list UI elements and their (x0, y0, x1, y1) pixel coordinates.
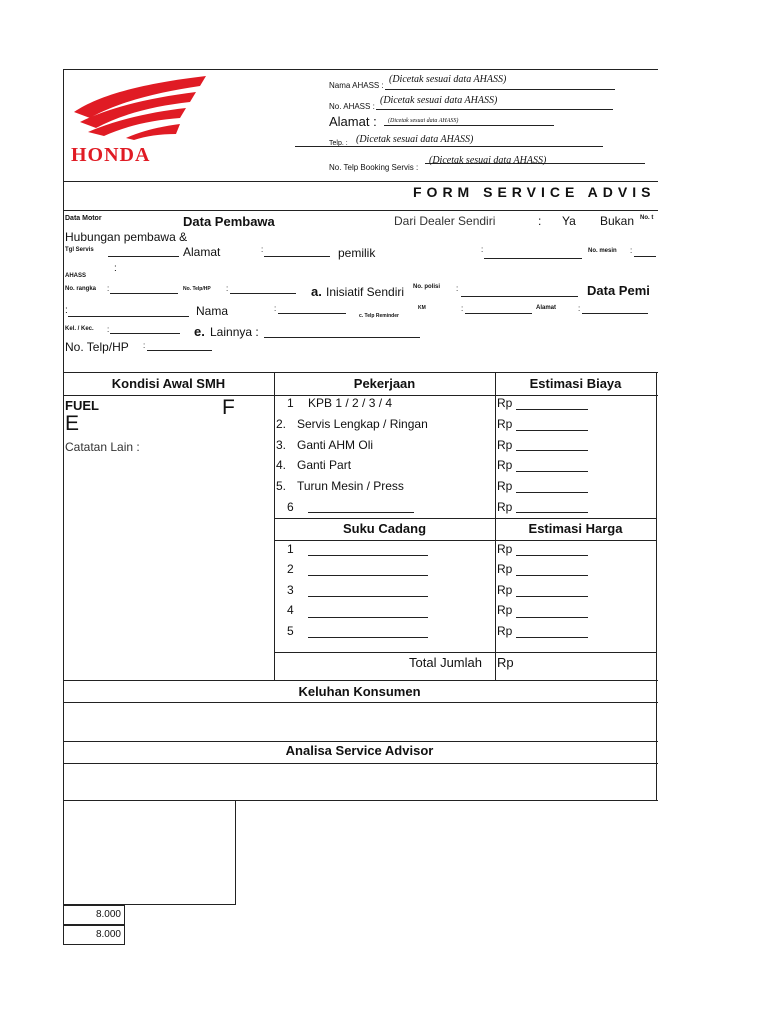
suku-field[interactable] (308, 637, 428, 638)
signature-box (63, 800, 236, 905)
pekerjaan-label[interactable]: Ganti Part (297, 458, 352, 472)
rp-label: Rp (497, 603, 513, 617)
data-motor-label: Data Motor (65, 215, 102, 222)
fuel-empty-marker: E (65, 412, 80, 435)
suku-field[interactable] (308, 617, 428, 618)
keluhan-header: Keluhan Konsumen (298, 684, 421, 699)
honda-brand-text: HONDA (71, 144, 151, 166)
no-ahass-value: (Dicetak sesuai data AHASS) (380, 95, 498, 106)
header-divider (63, 181, 658, 182)
suku-num: 5 (287, 624, 294, 638)
analisa-textarea[interactable] (64, 764, 656, 799)
telp-reminder-label: c. Telp Reminder (359, 313, 399, 319)
pekerjaan-label[interactable]: Ganti AHM Oli (297, 438, 374, 452)
kel-kec-field[interactable] (110, 333, 180, 334)
keluhan-textarea[interactable] (64, 703, 656, 740)
pekerjaan-num: 6 (287, 500, 294, 514)
ya-option[interactable]: Ya (562, 214, 576, 228)
amount-cell: 8.000 (63, 925, 125, 945)
catatan-label: Catatan Lain : (65, 440, 140, 454)
estimasi-harga-header: Estimasi Harga (528, 521, 623, 536)
suku-field[interactable] (308, 555, 428, 556)
data-pembawa-label: Data Pembawa (183, 214, 275, 229)
lainnya-field[interactable] (264, 337, 420, 338)
colon: : (107, 284, 110, 293)
amount-cell: 8.000 (63, 905, 125, 925)
kondisi-header: Kondisi Awal SMH (111, 376, 226, 391)
dari-dealer-label: Dari Dealer Sendiri (394, 214, 496, 228)
colon: : (226, 284, 229, 293)
suku-num: 1 (287, 542, 294, 556)
rp-label: Rp (497, 396, 513, 410)
pekerjaan-num: 4. (276, 458, 287, 472)
analisa-top-border (63, 741, 658, 742)
alamat-pembawa-field[interactable] (264, 256, 330, 257)
colon: : (143, 341, 146, 350)
rp-label: Rp (497, 624, 513, 638)
biaya-field[interactable] (516, 430, 588, 431)
nama-field[interactable] (278, 313, 346, 314)
colon: : (481, 245, 484, 254)
tgl-servis-field[interactable] (108, 256, 179, 257)
biaya-field[interactable] (516, 409, 588, 410)
pekerjaan-other-field[interactable] (308, 512, 414, 513)
harga-field[interactable] (516, 637, 588, 638)
nama-label: Nama (196, 304, 229, 318)
colon: : (107, 325, 110, 334)
colon: : (261, 245, 264, 254)
suku-field[interactable] (308, 596, 428, 597)
colon: : (630, 246, 633, 255)
colon: : (538, 214, 542, 228)
kel-kec-label: Kel. / Kec. (65, 326, 94, 332)
fuel-label: FUEL (65, 398, 99, 413)
pekerjaan-label[interactable]: KPB 1 / 2 / 3 / 4 (308, 396, 393, 410)
data-pemilik-label: Data Pemi (587, 283, 650, 298)
biaya-field[interactable] (516, 512, 588, 513)
rp-label: Rp (497, 500, 513, 514)
suku-field[interactable] (308, 575, 428, 576)
honda-logo (68, 74, 213, 166)
suku-num: 2 (287, 562, 294, 576)
no-telp-hp-field[interactable] (230, 293, 296, 294)
booking-label: No. Telp Booking Servis : (329, 163, 419, 172)
option-e-label: e. (194, 324, 205, 339)
bukan-option[interactable]: Bukan (600, 214, 635, 228)
no-mesin-field[interactable] (634, 256, 656, 257)
alamat-pemilik-field[interactable] (582, 313, 648, 314)
total-rp-label: Rp (497, 655, 514, 670)
suku-num: 3 (287, 583, 294, 597)
fuel-full-marker: F (222, 396, 235, 419)
alamat-pemilik-label: Alamat (536, 305, 557, 311)
booking-value: (Dicetak sesuai data AHASS) (429, 155, 547, 166)
rp-label: Rp (497, 438, 513, 452)
pekerjaan-num: 3. (276, 438, 287, 452)
no-mesin-label: No. mesin (588, 248, 617, 254)
km-label: KM (418, 305, 426, 311)
colon: : (461, 304, 464, 313)
biaya-field[interactable] (516, 492, 588, 493)
rp-label: Rp (497, 542, 513, 556)
telp-value: (Dicetak sesuai data AHASS) (356, 134, 474, 145)
colon: : (578, 304, 581, 313)
km-field[interactable] (465, 313, 532, 314)
nama-ahass-value: (Dicetak sesuai data AHASS) (389, 74, 507, 85)
tgl-servis-label: Tgl Servis (65, 247, 94, 253)
pekerjaan-num: 5. (276, 479, 287, 493)
no-telp-hp-small-label: No. Telp/HP (183, 286, 211, 292)
no-rangka-label: No. rangka (65, 286, 97, 292)
lainnya-label[interactable]: Lainnya : (210, 325, 259, 339)
table-right-border (656, 372, 657, 800)
analisa-header: Analisa Service Advisor (285, 743, 434, 758)
colon: : (274, 304, 277, 313)
suku-top-border (274, 518, 656, 519)
colon: : (114, 263, 117, 274)
kel-field[interactable] (68, 316, 189, 317)
pemilik-label: pemilik (338, 246, 376, 260)
alamat-pembawa-label: Alamat (183, 245, 221, 259)
hubungan-field[interactable] (484, 258, 582, 259)
no-truncated-label: No. t (640, 215, 654, 221)
rp-label: Rp (497, 458, 513, 472)
rp-label: Rp (497, 583, 513, 597)
total-divider (274, 652, 656, 653)
suku-num: 4 (287, 603, 294, 617)
inisiatif-label[interactable]: Inisiatif Sendiri (326, 285, 405, 299)
rp-label: Rp (497, 562, 513, 576)
no-rangka-field[interactable] (110, 293, 178, 294)
no-polisi-label: No. polisi (413, 284, 440, 290)
no-telp-hp-pemilik-field[interactable] (147, 350, 212, 351)
pekerjaan-header: Pekerjaan (353, 376, 416, 391)
alamat-label: Alamat : (329, 114, 377, 129)
harga-field[interactable] (516, 555, 588, 556)
biaya-field[interactable] (516, 471, 588, 472)
nama-ahass-label: Nama AHASS : (329, 81, 384, 90)
no-ahass-label: No. AHASS : (329, 102, 375, 111)
pekerjaan-num: 2. (276, 417, 287, 431)
pekerjaan-num: 1 (287, 396, 294, 410)
pekerjaan-label[interactable]: Servis Lengkap / Ringan (297, 417, 428, 431)
suku-header: Suku Cadang (342, 521, 427, 536)
harga-field[interactable] (516, 575, 588, 576)
harga-field[interactable] (516, 596, 588, 597)
alamat-value: (Dicetak sesuai data AHASS) (388, 118, 459, 124)
table-top-border (63, 372, 658, 373)
pekerjaan-label[interactable]: Turun Mesin / Press (297, 479, 404, 493)
form-title: FORM SERVICE ADVIS (413, 184, 656, 200)
no-telp-hp-label: No. Telp/HP (65, 340, 129, 354)
harga-field[interactable] (516, 617, 588, 618)
suku-header-divider (274, 540, 656, 541)
option-a-label: a. (311, 284, 322, 299)
ahass-label: AHASS (65, 273, 87, 279)
frame-top-border (63, 69, 658, 70)
colon: : (456, 284, 459, 293)
total-label: Total Jumlah (409, 655, 482, 670)
rp-label: Rp (497, 417, 513, 431)
keluhan-top-border (63, 680, 658, 681)
estimasi-biaya-header: Estimasi Biaya (529, 376, 622, 391)
title-divider (63, 210, 658, 211)
hubungan-label: Hubungan pembawa & (65, 230, 188, 244)
colon: : (65, 305, 68, 316)
biaya-field[interactable] (516, 450, 588, 451)
rp-label: Rp (497, 479, 513, 493)
telp-label: Telp. : (329, 140, 348, 147)
no-polisi-field[interactable] (461, 296, 578, 297)
